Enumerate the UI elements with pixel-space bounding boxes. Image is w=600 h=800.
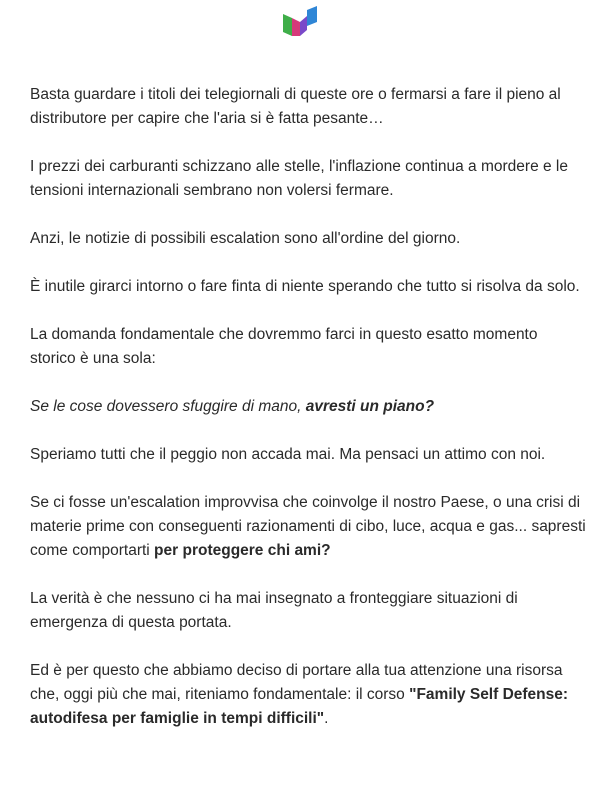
course-title: "Family Self Defense: autodifesa per famiglie in tempi difficili"	[30, 686, 569, 727]
paragraph-10-end: .	[324, 710, 329, 727]
paragraph-5: La domanda fondamentale che dovremmo farci in questo esatto momento storico è una sola:	[30, 326, 538, 367]
paragraph-8-text: Se ci fosse un'escalation improvvisa che coinvolge il nostro Paese, o una crisi di materie prime con conseguenti razionamenti di cibo, luce, acqua e gas... sapresti come comportarti	[30, 494, 586, 559]
header-logo	[0, 6, 600, 42]
brand-logo-icon	[280, 6, 320, 40]
paragraph-10-text: Ed è per questo che abbiamo deciso di portare alla tua attenzione una risorsa che, oggi più che mai, riteniamo fondamentale: il corso	[30, 662, 563, 703]
paragraph-3: Anzi, le notizie di possibili escalation sono all'ordine del giorno.	[30, 230, 461, 247]
question-emphasis: avresti un piano?	[305, 398, 435, 415]
paragraph-8-emphasis: per proteggere chi ami?	[154, 542, 331, 559]
paragraph-question	[30, 395, 586, 419]
paragraph-2: I prezzi dei carburanti schizzano alle stelle, l'inflazione continua a mordere e le tensioni internazionali sembrano non volersi fermare.	[30, 158, 568, 199]
paragraph-7: Speriamo tutti che il peggio non accada mai. Ma pensaci un attimo con noi.	[30, 446, 546, 463]
paragraph-1: Basta guardare i titoli dei telegiornali di queste ore o fermarsi a fare il pieno al distributore per capire che l'aria si è fatta pesante…	[30, 86, 561, 127]
question-text: Se le cose dovessero sfuggire di mano,	[30, 398, 306, 415]
email-body	[30, 83, 586, 755]
paragraph-8	[30, 491, 586, 563]
paragraph-4: È inutile girarci intorno o fare finta di niente sperando che tutto si risolva da solo.	[30, 278, 580, 295]
paragraph-10	[30, 659, 586, 731]
paragraph-9: La verità è che nessuno ci ha mai insegnato a fronteggiare situazioni di emergenza di questa portata.	[30, 590, 518, 631]
